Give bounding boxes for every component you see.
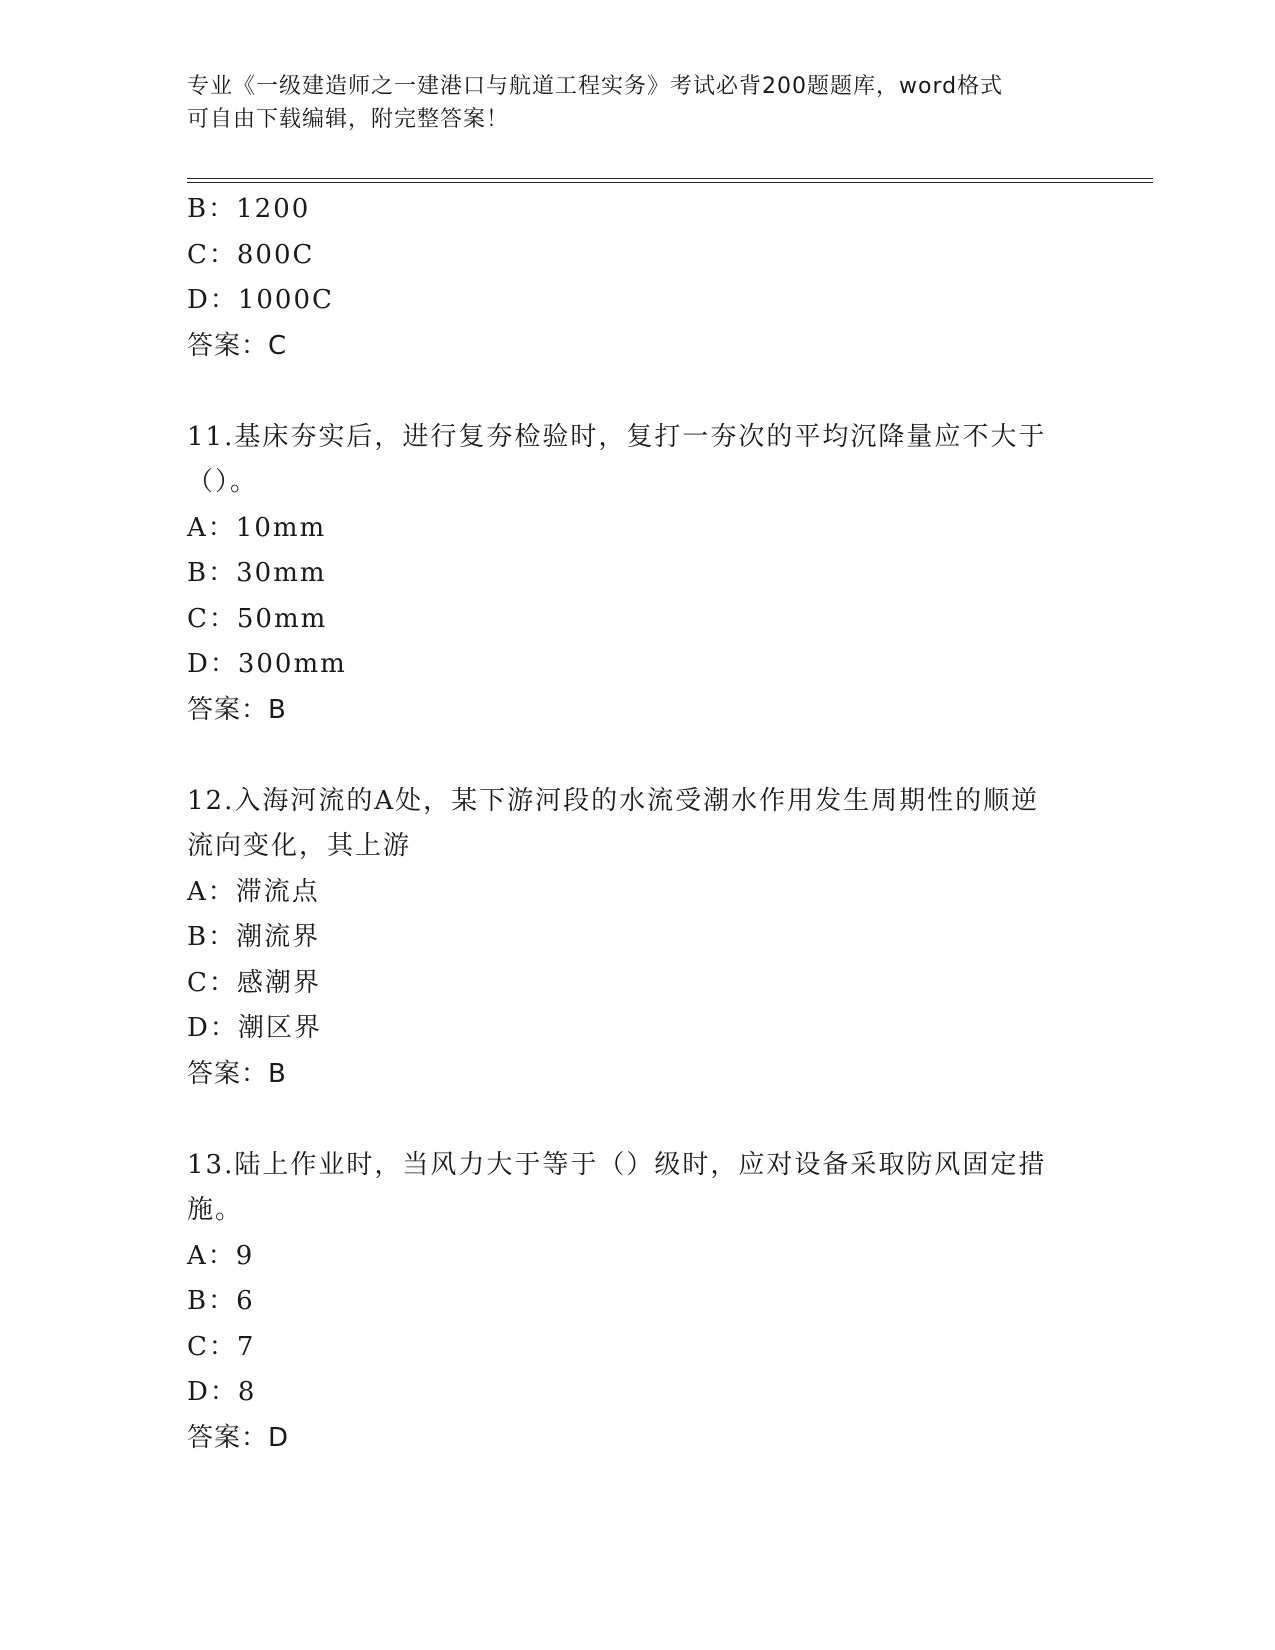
option-c: C：7 [187, 1331, 256, 1362]
option-d: D：8 [187, 1377, 257, 1407]
header-rule-top [187, 178, 1153, 179]
header-line-1: 专业《一级建造师之一建港口与航道工程实务》考试必背200题题库，word格式 [187, 74, 1004, 99]
spacer [187, 1097, 1087, 1143]
question-block-11 [187, 415, 1087, 734]
option-a: A：滞流点 [187, 876, 320, 907]
option-a: A：10mm [187, 512, 327, 543]
answer-line: 答案：B [187, 1058, 287, 1089]
document-body [187, 187, 1087, 1461]
document-header [187, 70, 1067, 136]
question-block-12 [187, 779, 1087, 1098]
option-d: D：1000C [187, 285, 334, 315]
spacer [187, 733, 1087, 779]
option-c: C：50mm [187, 603, 328, 634]
header-line-2: 可自由下载编辑，附完整答案！ [187, 107, 510, 132]
question-block-13 [187, 1143, 1087, 1462]
header-rule-bottom [187, 182, 1153, 183]
option-c: C：感潮界 [187, 967, 321, 998]
question-text-line-1: 12.入海河流的A处，某下游河段的水流受潮水作用发生周期性的顺逆 [187, 785, 1040, 816]
option-c: C：800C [187, 239, 315, 270]
question-text-line-2: 施。 [187, 1195, 244, 1225]
option-b: B：30mm [187, 558, 327, 588]
spacer [187, 369, 1087, 415]
option-b: B：潮流界 [187, 922, 321, 952]
answer-line: 答案：B [187, 694, 287, 725]
question-text-line-2: 流向变化，其上游 [187, 831, 412, 861]
question-block-10 [187, 187, 1087, 369]
option-b: B：1200 [187, 194, 311, 224]
option-d: D：潮区界 [187, 1013, 322, 1043]
question-text-line-1: 13.陆上作业时，当风力大于等于（）级时，应对设备采取防风固定措 [187, 1149, 1047, 1180]
answer-line: 答案：D [187, 1422, 290, 1453]
option-a: A：9 [187, 1240, 255, 1271]
question-text-line-2: （）。 [187, 467, 259, 497]
option-d: D：300mm [187, 649, 347, 679]
answer-line: 答案：C [187, 330, 288, 361]
option-b: B：6 [187, 1286, 255, 1316]
question-text-line-1: 11.基床夯实后，进行复夯检验时，复打一夯次的平均沉降量应不大于 [187, 421, 1047, 452]
